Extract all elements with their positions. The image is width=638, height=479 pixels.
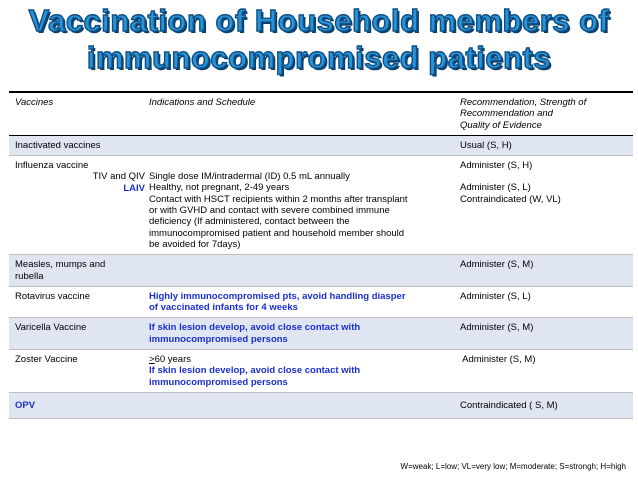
recommendation-cell: Contraindicated ( S, M)	[460, 399, 558, 411]
vaccine-name: Varicella Vaccine	[15, 322, 87, 334]
table-row	[9, 318, 633, 350]
table-row	[9, 393, 633, 419]
indication-cell	[149, 255, 455, 286]
recommendation-cell: Administer (S, M)	[460, 259, 534, 271]
vaccine-name: Rotavirus vaccine	[15, 290, 90, 302]
vaccine-name: Measles, mumps and rubella	[15, 259, 106, 282]
vaccine-table	[9, 91, 633, 419]
footnote: W=weak; L=low; VL=very low; M=moderate; S=strongh; H=high	[400, 462, 626, 471]
vaccine-subtype: LAIV	[123, 182, 145, 194]
slide-title	[0, 2, 638, 76]
indication-cell: Highly immunocompromised pts, avoid handling diasper of vaccinated infants for 4 weeks	[149, 290, 406, 314]
indication-cell: If skin lesion develop, avoid close contact with immunocompromised persons	[149, 322, 361, 345]
table-row	[9, 255, 633, 287]
header-recommendation: Recommendation, Strength of Recommendation and Quality of Evidence	[460, 97, 587, 131]
table-row	[9, 287, 633, 319]
indication-cell	[149, 136, 455, 155]
title-line-1: Vaccination of Household members of	[28, 3, 610, 38]
recommendation-cell: Administer (S, M)	[460, 354, 536, 366]
vaccine-name: Inactivated vaccines	[15, 139, 101, 151]
header-indications: Indications and Schedule	[149, 97, 256, 108]
indication-cell: >60 years If skin lesion develop, avoid close contact with immunocompromised persons	[149, 354, 361, 388]
recommendation-cell: Administer (S, L)	[460, 290, 531, 302]
vaccine-subtype: TIV and QIV	[92, 171, 145, 183]
table-row	[9, 136, 633, 156]
header-vaccines: Vaccines	[15, 97, 54, 108]
vaccine-name: Zoster Vaccine	[15, 354, 78, 366]
table-header-row	[9, 93, 633, 136]
table-row	[9, 156, 633, 255]
title-line-2: immunocompromised patients	[86, 40, 552, 75]
recommendation-cell: Administer (S, H) Administer (S, L) Contraindicated (W, VL)	[460, 160, 561, 205]
recommendation-cell: Usual (S, H)	[460, 139, 512, 151]
recommendation-cell: Administer (S, M)	[460, 322, 534, 334]
indication-cell	[149, 396, 455, 415]
vaccine-name: OPV	[15, 399, 36, 411]
table-row	[9, 350, 633, 393]
indication-cell: Single dose IM/intradermal (ID) 0.5 mL annually Healthy, not pregnant, 2-49 years Contact with HSCT recipients within 2 months after transplant or with GVHD and contact with severe combined immune deficiency (If administered, contact between the immunocompromised patient and household member should be avoided for 7days)	[149, 171, 408, 250]
vaccine-name: Influenza vaccine TIV and QIV LAIV	[9, 156, 149, 254]
